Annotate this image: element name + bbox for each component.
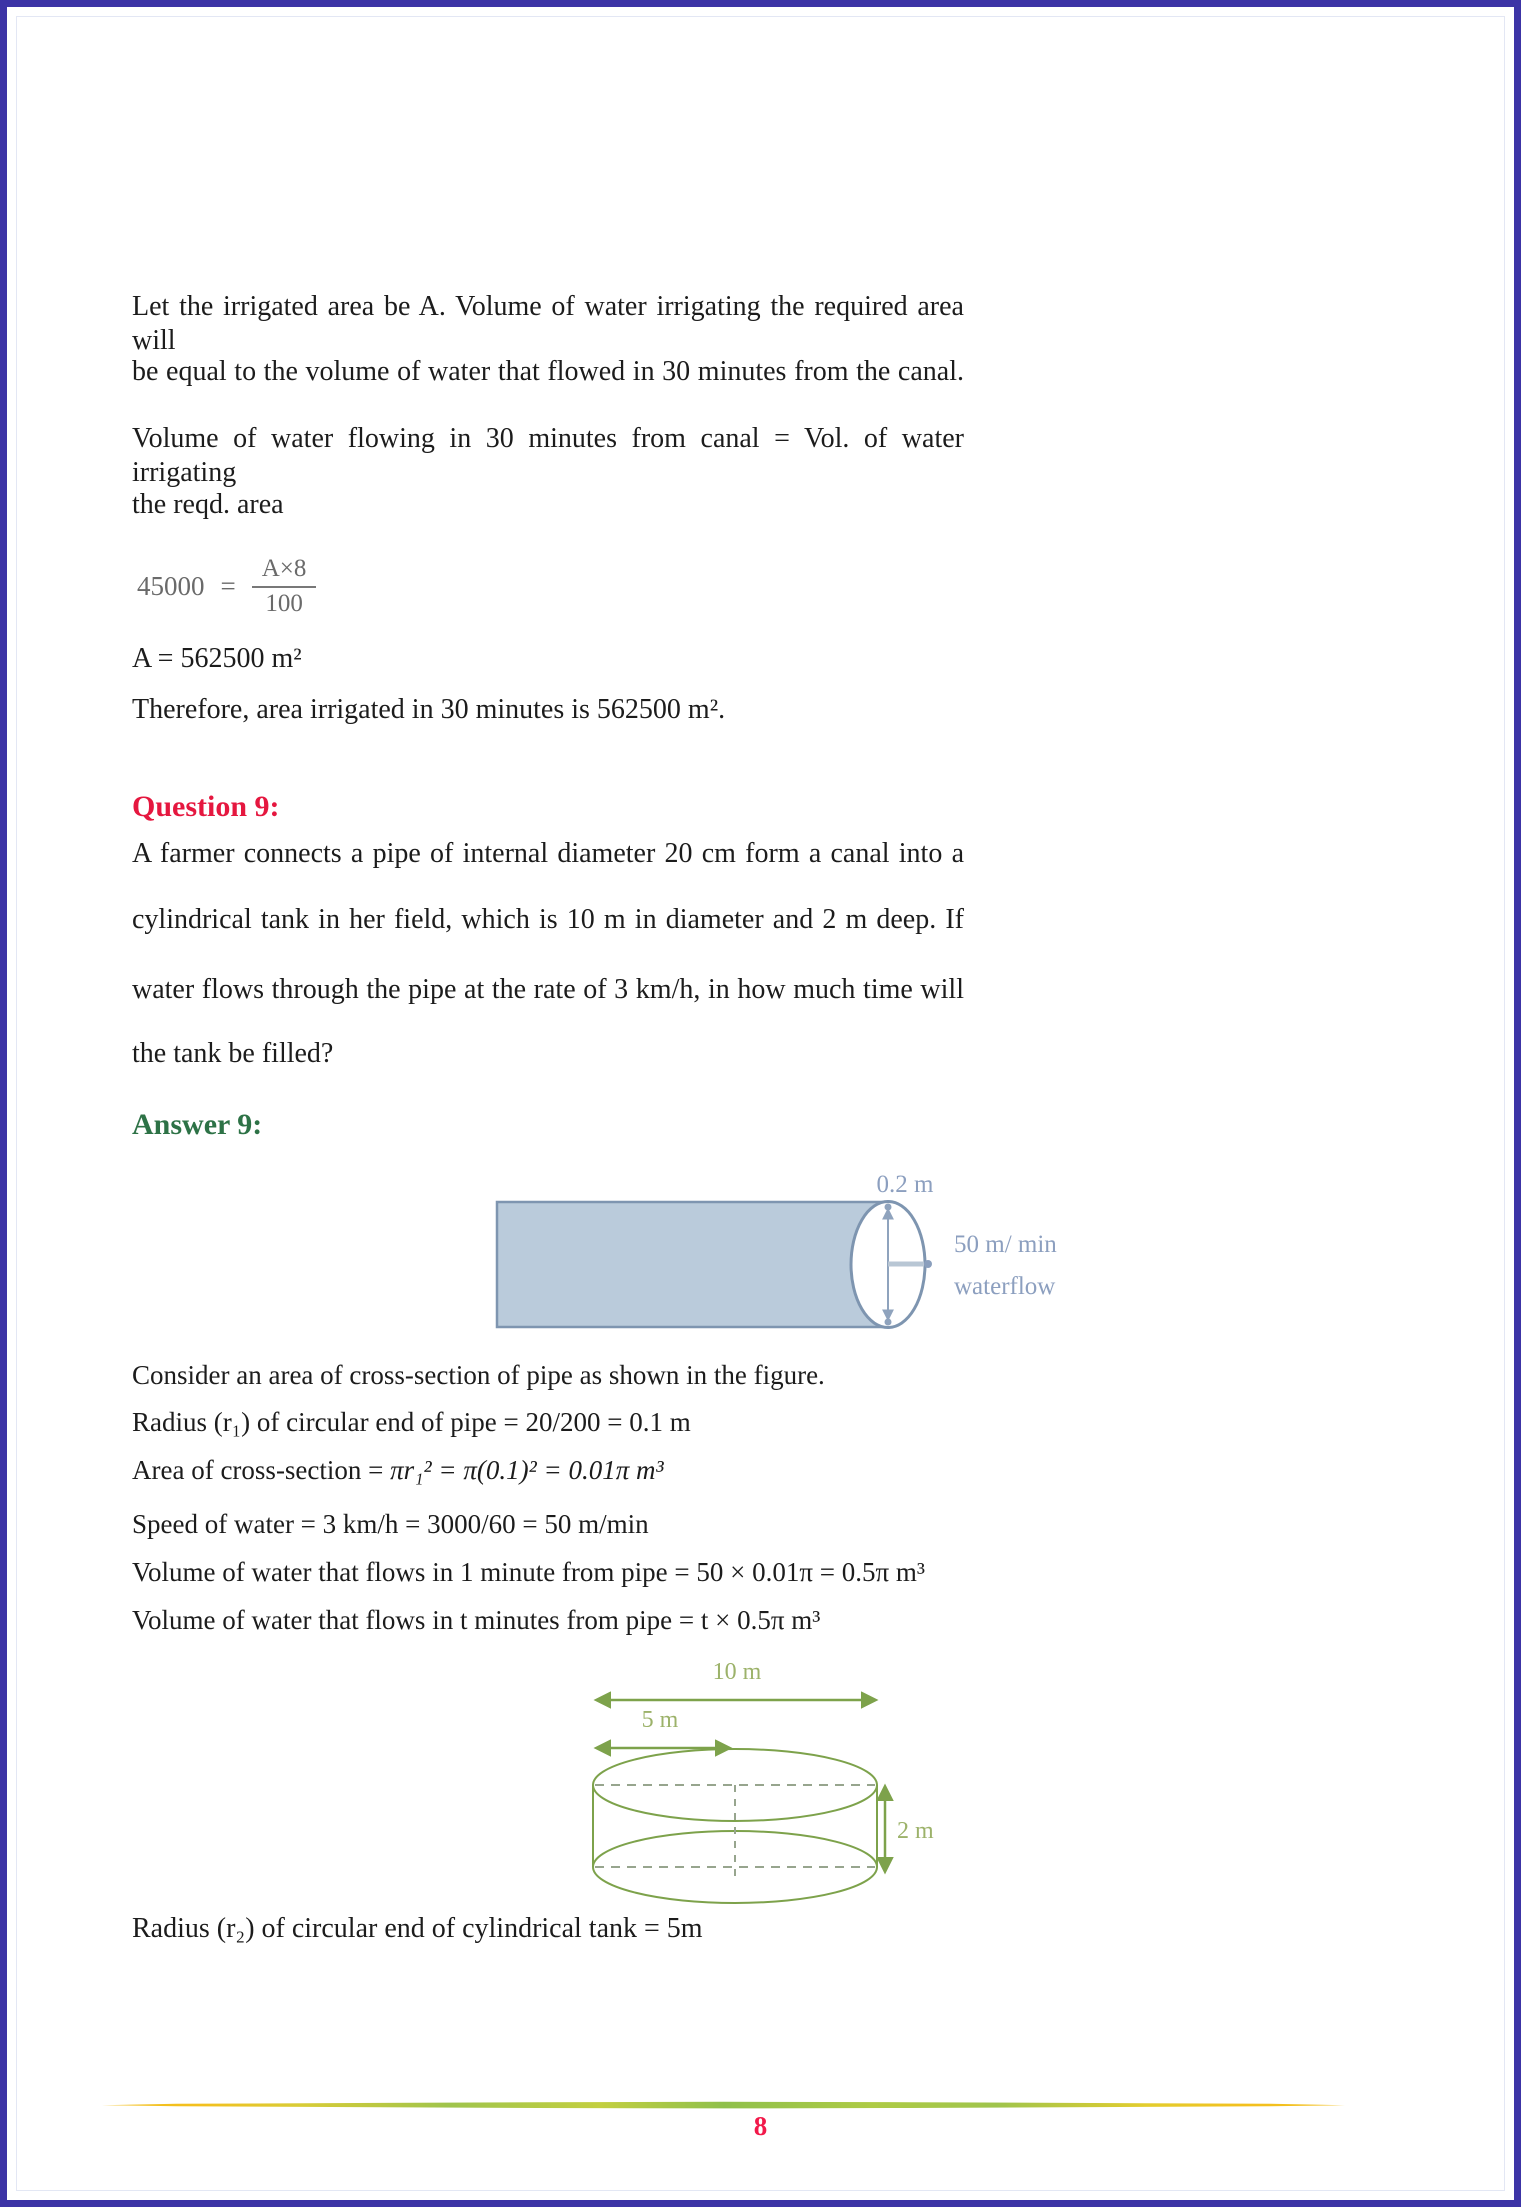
pipe-figure-drawing bbox=[457, 1152, 1187, 1367]
intro-line-1: Let the irrigated area be A. Volume of water irrigating the required area will bbox=[132, 291, 964, 356]
footer-divider bbox=[102, 2100, 1345, 2110]
solution-line-2: Radius (r₁) of circular end of pipe = 20/200 = 0.1 m bbox=[132, 1407, 691, 1437]
tank-figure-drawing bbox=[547, 1655, 997, 1920]
tank-diameter-label: 10 m bbox=[712, 1659, 762, 1685]
conclusion-line: Therefore, area irrigated in 30 minutes is 562500 m². bbox=[132, 694, 726, 725]
area-line-prefix: Area of cross-section = bbox=[132, 1455, 391, 1485]
equation-lhs: 45000 bbox=[137, 571, 205, 602]
pipe-cross-section-figure bbox=[457, 1152, 1187, 1367]
tank-depth-label: 2 m bbox=[897, 1818, 934, 1844]
tank-radius-line: Radius (r₂) of circular end of cylindrical tank = 5m bbox=[132, 1913, 703, 1944]
pipe-diameter-label: 0.2 m bbox=[876, 1171, 934, 1198]
pipe-body bbox=[497, 1202, 888, 1327]
fraction-numerator: A×8 bbox=[252, 555, 317, 588]
solution-line-5: Volume of water that flows in 1 minute from pipe = 50 × 0.01π = 0.5π m³ bbox=[132, 1557, 925, 1587]
question-line-3: water flows through the pipe at the rate of 3 km/h, in how much time will bbox=[132, 974, 964, 1005]
page-number: 8 bbox=[753, 2111, 768, 2141]
flow-rate-label: 50 m/ min bbox=[954, 1231, 1057, 1258]
irrigation-equation bbox=[137, 555, 316, 619]
waterflow-label: waterflow bbox=[954, 1273, 1056, 1300]
equals-sign: = bbox=[220, 571, 236, 602]
solution-line-3 bbox=[132, 1453, 964, 1487]
question-9-heading: Question 9: bbox=[132, 790, 280, 823]
diameter-top-dot bbox=[885, 1204, 892, 1211]
tank-radius-label: 5 m bbox=[641, 1707, 679, 1733]
fraction-denominator: 100 bbox=[265, 589, 303, 617]
solution-line-4: Speed of water = 3 km/h = 3000/60 = 50 m/min bbox=[132, 1509, 649, 1539]
diameter-bottom-dot bbox=[885, 1319, 892, 1326]
intro-line-4: the reqd. area bbox=[132, 489, 284, 520]
cylindrical-tank-figure bbox=[547, 1655, 997, 1920]
solution-line-6: Volume of water that flows in t minutes from pipe = t × 0.5π m³ bbox=[132, 1605, 821, 1635]
solution-line-1: Consider an area of cross-section of pipe as shown in the figure. bbox=[132, 1360, 825, 1390]
area-result-line: A = 562500 m² bbox=[132, 643, 302, 674]
question-line-1: A farmer connects a pipe of internal diameter 20 cm form a canal into a bbox=[132, 838, 964, 869]
answer-9-heading: Answer 9: bbox=[132, 1108, 263, 1141]
fraction bbox=[252, 555, 317, 619]
question-line-2: cylindrical tank in her field, which is 10 m in diameter and 2 m deep. If bbox=[132, 904, 964, 935]
intro-line-3: Volume of water flowing in 30 minutes from canal = Vol. of water irrigating bbox=[132, 423, 964, 488]
flow-arrow-dot bbox=[924, 1260, 932, 1268]
area-line-math: πr₁² = π(0.1)² = 0.01π m³ bbox=[390, 1455, 664, 1485]
intro-line-2: be equal to the volume of water that flowed in 30 minutes from the canal. bbox=[132, 356, 964, 387]
question-line-4: the tank be filled? bbox=[132, 1038, 334, 1069]
